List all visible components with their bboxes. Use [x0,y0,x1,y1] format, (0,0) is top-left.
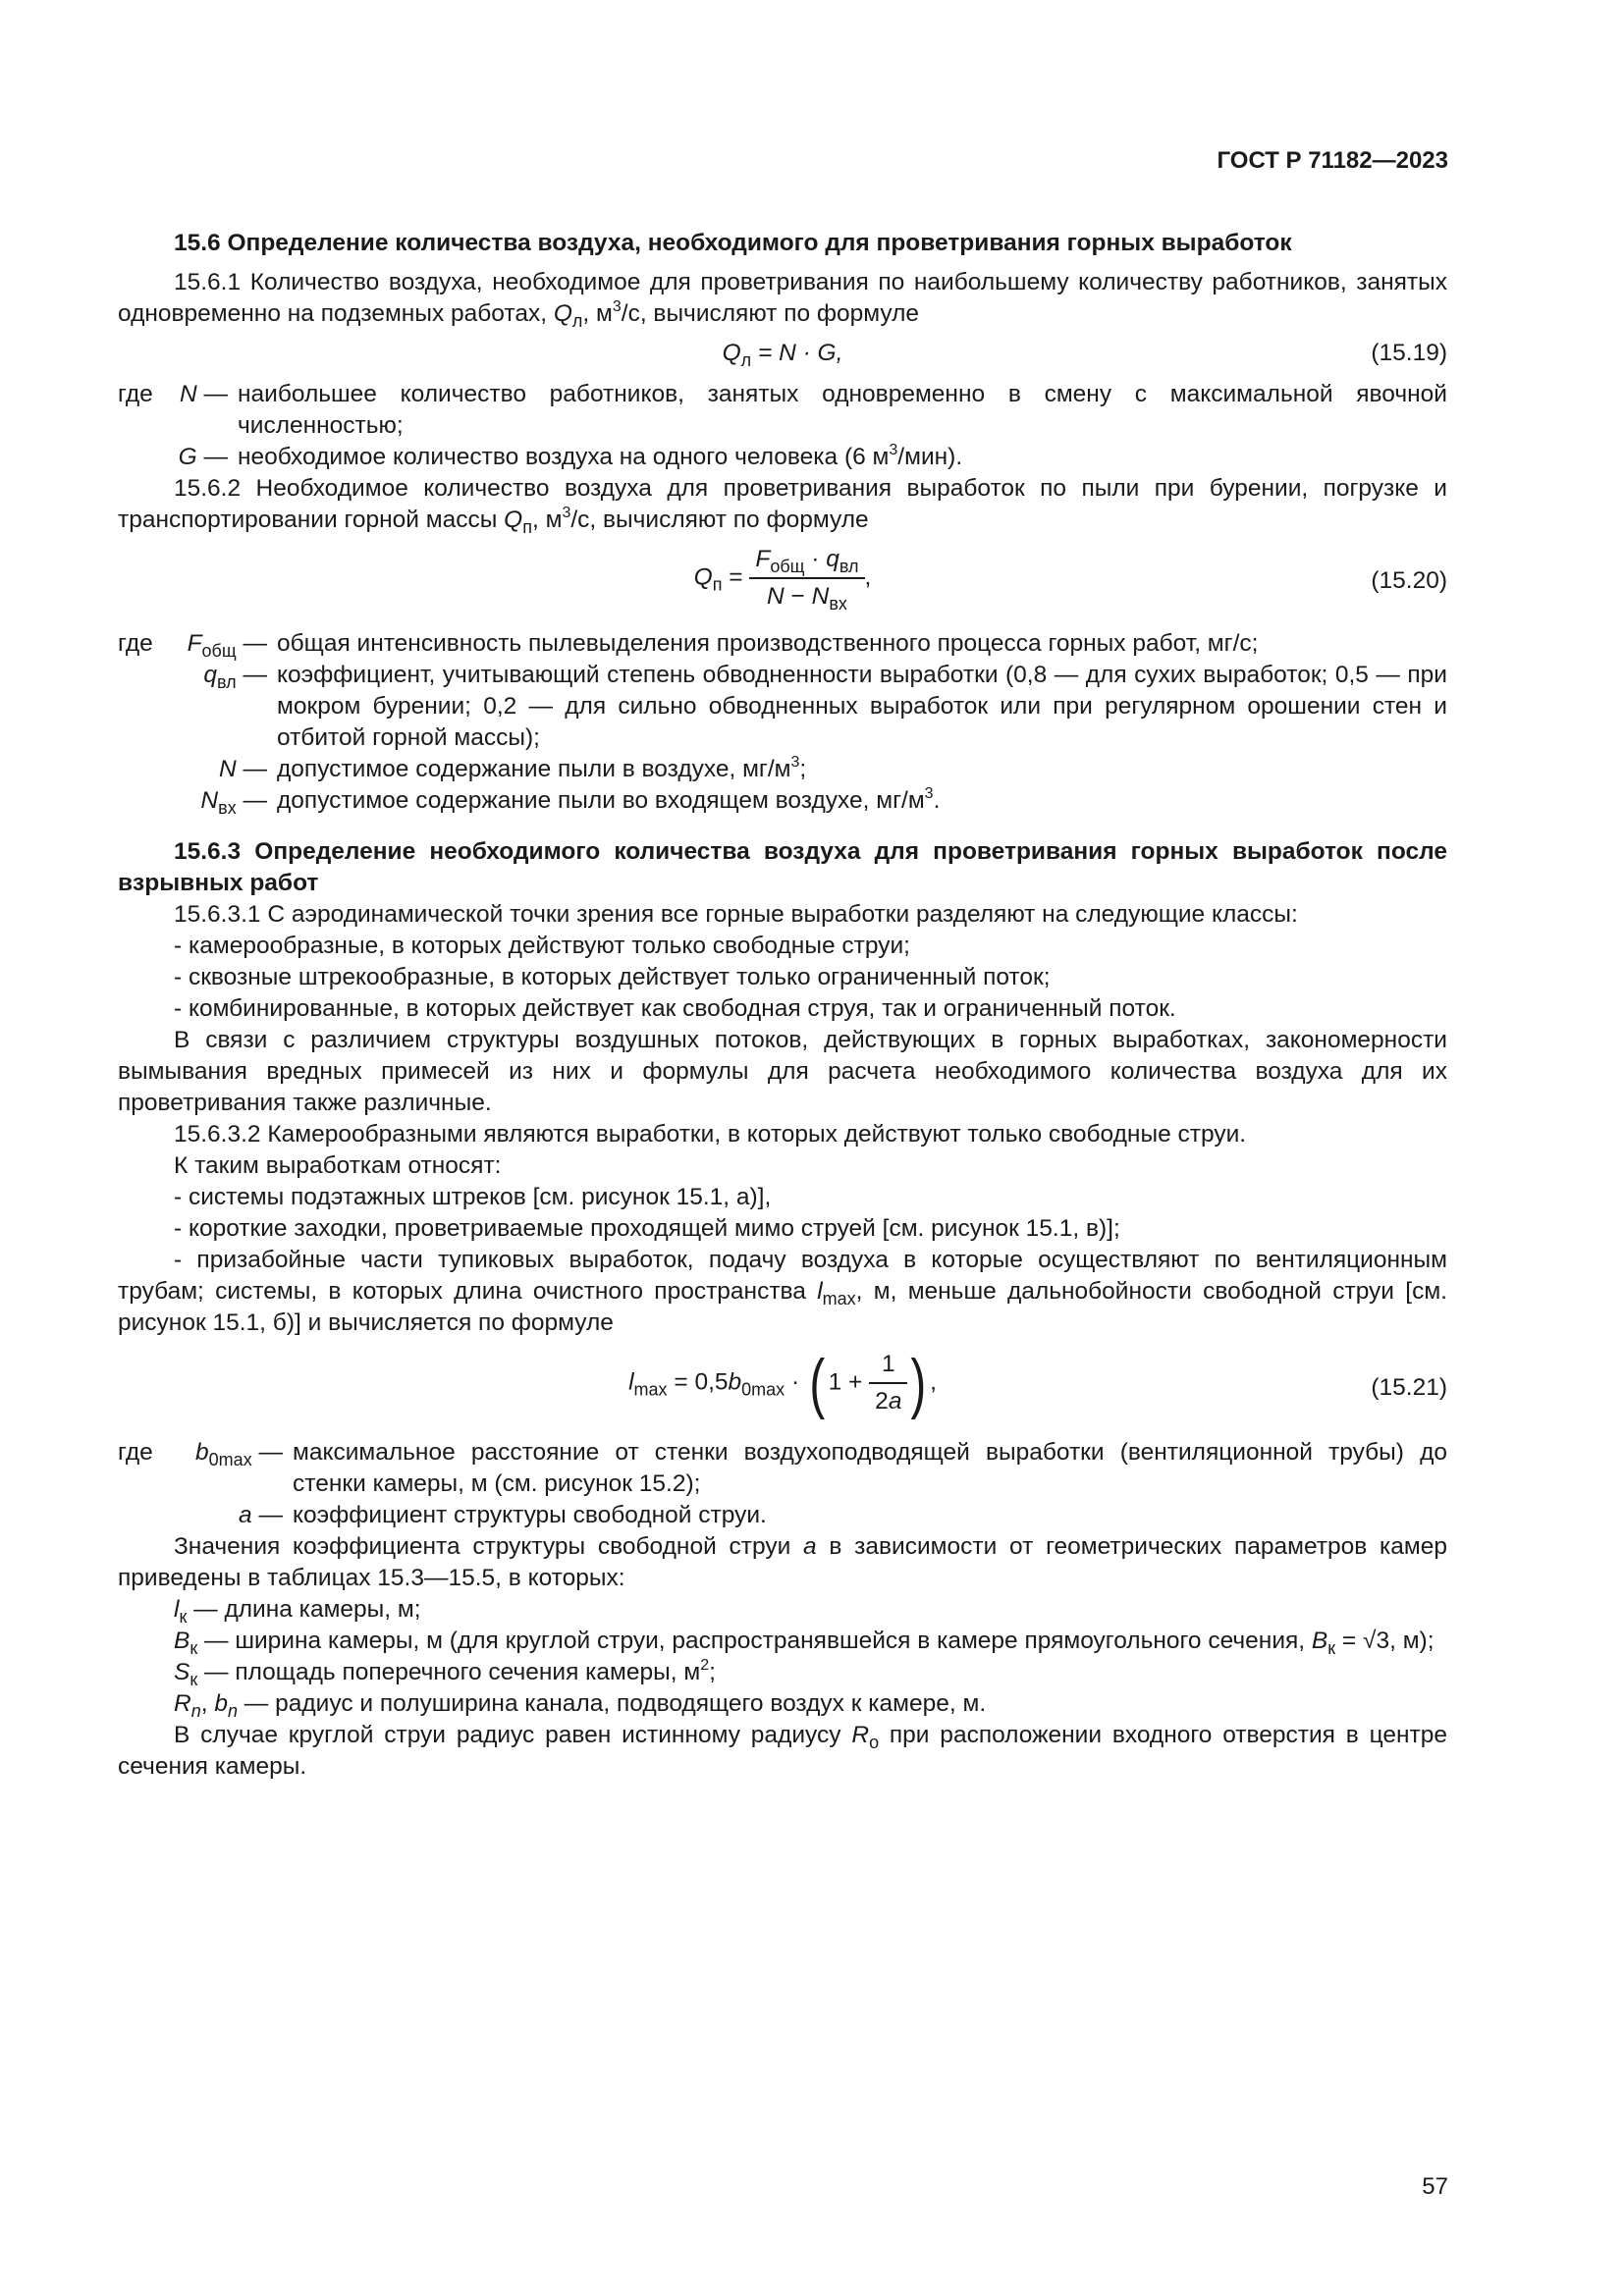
definition-item: $S_к$ — площадь поперечного сечения камеры, $м^2$; [174,1657,716,1689]
page-content [118,228,1447,1783]
legend-description: допустимое содержание пыли во входящем воздухе, $мг/м^3$. [277,785,941,814]
formula-number: (15.21) [1371,1374,1447,1401]
formula-15-20: $Q_п$ = $\frac{F_{общ} \cdot q_{вл}}{N - N_{вх}}$ , (15.20) [118,536,1447,628]
section-heading: 15.6 Определение количества воздуха, необходимого для проветривания горных выработок [174,230,1292,256]
formula-15-19: $Q_л = N \cdot G$, (15.19) [722,340,1447,370]
standard-header: ГОСТ Р 71182—2023 [1217,147,1448,174]
list-item: - системы подэтажных штреков [см. рисунок 15.1, а)], [174,1184,772,1210]
list-item: - сквозные штрекообразные, в которых действует только ограниченный поток; [174,964,1051,990]
formula-legend [118,1437,1447,1531]
legend-description: допустимое содержание пыли в воздухе, $мг/м^3$; [277,754,807,782]
formula-number: (15.20) [1371,567,1447,594]
legend-symbol: $N_{вх}$ — [200,787,267,818]
legend-description: коэффициент структуры свободной струи. [293,1502,767,1528]
paragraph: Значения коэффициента структуры свободной струи a в зависимости от геометрических параметров камер приведены в таблицах 15.3—15.5, в которых: [118,1533,1448,1591]
fraction: $\frac{F_{общ} \cdot q_{вл}}{N - N_{вх}}$ [749,542,864,614]
paragraph: В связи с различием структуры воздушных потоков, действующих в горных выработках, закономерности вымывания вредных примесей из них и формулы для расчета необходимого количества воздуха для их проветривания также различные. [118,1027,1447,1116]
section-heading: 15.6.3 Определение необходимого количества воздуха для проветривания горных выработок после взрывных работ [118,838,1447,896]
page-number: 57 [1422,2173,1448,2200]
legend-description: наибольшее количество работников, занятых одновременно в смену с максимальной явочной численностью; [238,381,1447,439]
legend-description: максимальное расстояние от стенки воздухоподводящей выработки (вентиляционной трубы) до стенки камеры, м (см. рисунок 15.2); [293,1439,1447,1497]
legend-symbol: $q_{вл}$ — [203,662,267,692]
definition-item: $B_к$ — ширина камеры, м (для круглой струи, распространявшейся в камере прямоугольного сечения, $B_к = √3$, м); [174,1628,1435,1658]
legend-symbol: где N — [118,381,228,407]
legend-symbol: N — [218,756,267,782]
definition-item: $R_n$, $b_n$ — радиус и полуширина канала, подводящего воздух к камере, м. [174,1690,987,1721]
paragraph: К таким выработкам относят: [174,1152,502,1179]
formula-15-21: $l_{max} = 0,5b_{0max}$ · ( 1 + $\frac{1}{2a}$ ) , (15.21) [628,1346,1447,1420]
legend-symbol: G — [178,444,228,470]
formula-legend [118,628,1447,817]
paragraph: 15.6.3.2 Камерообразными являются выработки, в которых действуют только свободные струи. [174,1121,1247,1148]
legend-description: необходимое количество воздуха на одного человека (6 $м^3/мин$). [238,442,963,470]
fraction: $\frac{1}{2a}$ [869,1347,907,1419]
legend-symbol: где $b_{0max}$ — [118,1439,283,1469]
list-item: - короткие заходки, проветриваемые проходящей мимо струей [см. рисунок 15.1, в)]; [174,1215,1120,1242]
legend-description: общая интенсивность пылевыделения производственного процесса горных работ, мг/с; [277,630,1259,657]
legend-symbol: a — [239,1502,283,1528]
legend-symbol: где $F_{общ}$ — [118,630,267,661]
formula-legend [118,379,1447,473]
paragraph: 15.6.3.1 С аэродинамической точки зрения все горные выработки разделяют на следующие классы: [174,901,1298,928]
definition-item: $l_к$ — длина камеры, м; [174,1596,421,1627]
paragraph: - призабойные части тупиковых выработок, подачу воздуха в которые осуществляют по вентиляционным трубам; системы, в которых длина очистного пространства $l_{max}$, м, меньше дальнобойности свободной струи [см. рисунок 15.1, б)] и вычисляется по формуле [118,1247,1447,1336]
paragraph: В случае круглой струи радиус равен истинному радиусу $R_o$ при расположении входного отверстия в центре сечения камеры. [118,1722,1447,1780]
formula-number: (15.19) [1371,340,1447,366]
paragraph: 15.6.1 Количество воздуха, необходимое для проветривания по наибольшему количеству работников, занятых одновременно на подземных работах, $Q_л$, $м^3/с$, вычисляют по формуле [118,269,1447,331]
list-item: - комбинированные, в которых действует как свободная струя, так и ограниченный поток. [174,995,1176,1022]
legend-description: коэффициент, учитывающий степень обводненности выработки (0,8 — для сухих выработок; 0,5 — при мокром бурении; 0,2 — для сильно обводненных выработок или при регулярном орошении стен и отбитой горной массы); [277,662,1447,751]
list-item: - камерообразные, в которых действуют только свободные струи; [174,933,910,959]
paragraph: 15.6.2 Необходимое количество воздуха для проветривания выработок по пыли при бурении, погрузке и транспортировании горной массы $Q_п$, $м^3/с$, вычисляют по формуле [118,475,1447,537]
